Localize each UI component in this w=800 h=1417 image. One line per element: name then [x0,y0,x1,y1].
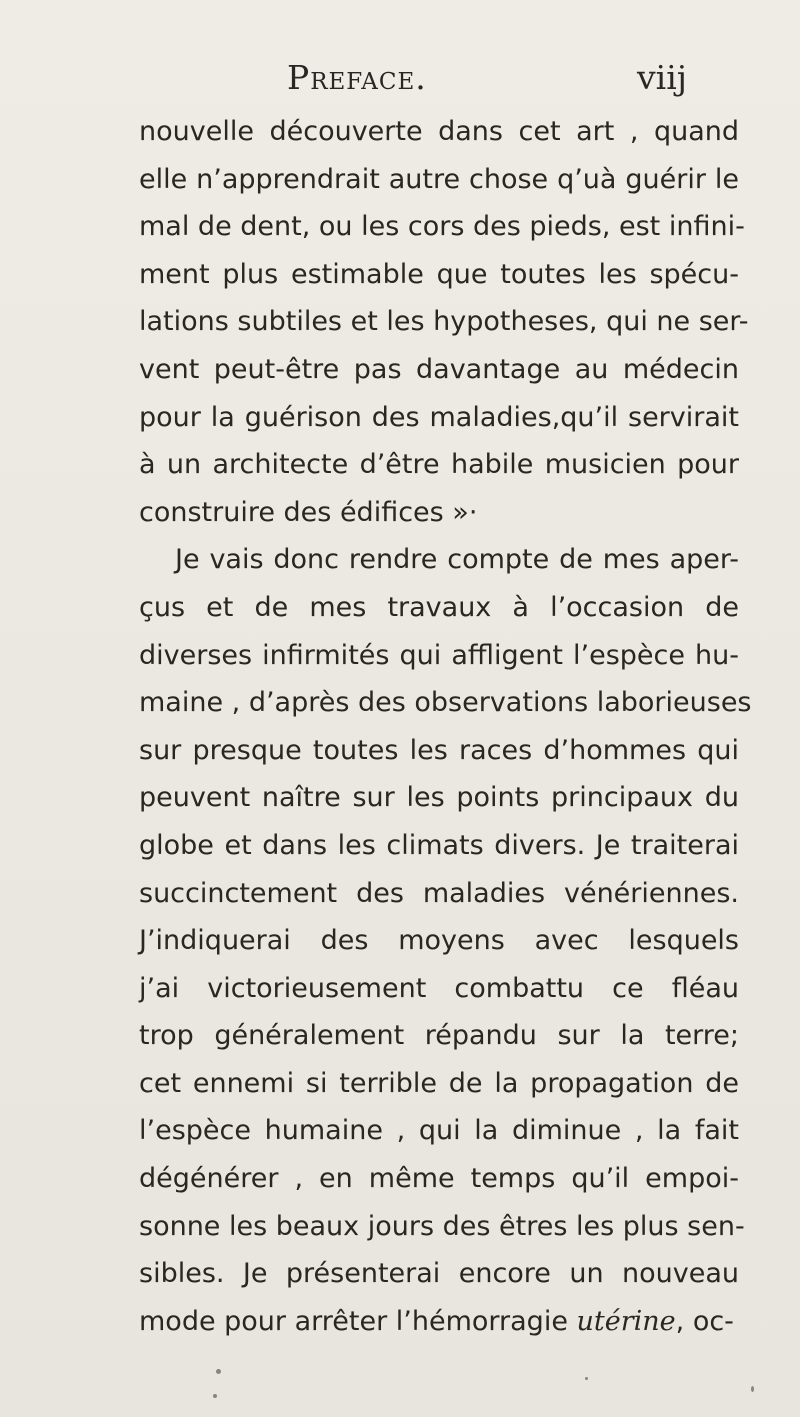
paper-speck [216,1369,221,1374]
last-line-start: mode pour arrêter l’hémorragie [139,1305,577,1337]
text-line: sur presque toutes les races d’hommes qui [139,734,739,766]
body-text [139,108,752,1345]
page-number: viij [637,58,687,97]
paper-speck [213,1394,217,1398]
text-line: cet ennemi si terrible de la propagation de [139,1067,739,1099]
text-line: ment plus estimable que toutes les spécu- [139,258,739,290]
last-line-tail: , oc- [675,1305,734,1337]
text-line: trop généralement répandu sur la terre; [139,1020,739,1052]
text-line: à un architecte d’être habile musicien pour [139,449,739,481]
text-line: peuvent naître sur les points principaux du [139,782,739,814]
text-line: sibles. Je présenterai encore un nouveau [139,1258,739,1290]
text-line: nouvelle découverte dans cet art , quand [139,116,739,147]
italic-word: utérine [576,1305,676,1337]
text-line: globe et dans les climats divers. Je traiterai [139,829,739,861]
paper-speck [751,1386,754,1392]
paragraph-start-line: Je vais donc rendre compte de mes aper- [175,544,739,576]
text-line: çus et de mes travaux à l’occasion de [139,591,739,623]
text-line: vent peut-être pas davantage au médecin [139,353,739,385]
text-line: elle n’apprendrait autre chose q’uà guérir le [139,163,739,195]
last-text-line [139,1298,739,1346]
text-line: l’espèce humaine , qui la diminue , la fait [139,1115,739,1147]
text-line: J’indiquerai des moyens avec lesquels [139,925,739,957]
text-line: pour la guérison des maladies,qu’il servirait [139,401,739,433]
running-header [0,58,800,108]
text-line: succinctement des maladies vénériennes. [139,877,739,909]
paper-speck [585,1377,588,1380]
text-line: lations subtiles et les hypotheses, qui ne ser- [139,306,749,338]
text-line: sonne les beaux jours des êtres les plus sen- [139,1210,745,1242]
text-line: construire des édifices »· [139,496,478,528]
text-line: dégénérer , en même temps qu’il empoi- [139,1163,739,1195]
text-line: mal de dent, ou les cors des pieds, est infini- [139,211,745,243]
text-line: j’ai victorieusement combattu ce fléau [139,972,739,1004]
text-line: diverses infirmités qui affligent l’espèce hu- [139,639,739,671]
running-title: Preface. [287,58,427,97]
text-line: maine , d’après des observations laborieuses [139,687,752,719]
